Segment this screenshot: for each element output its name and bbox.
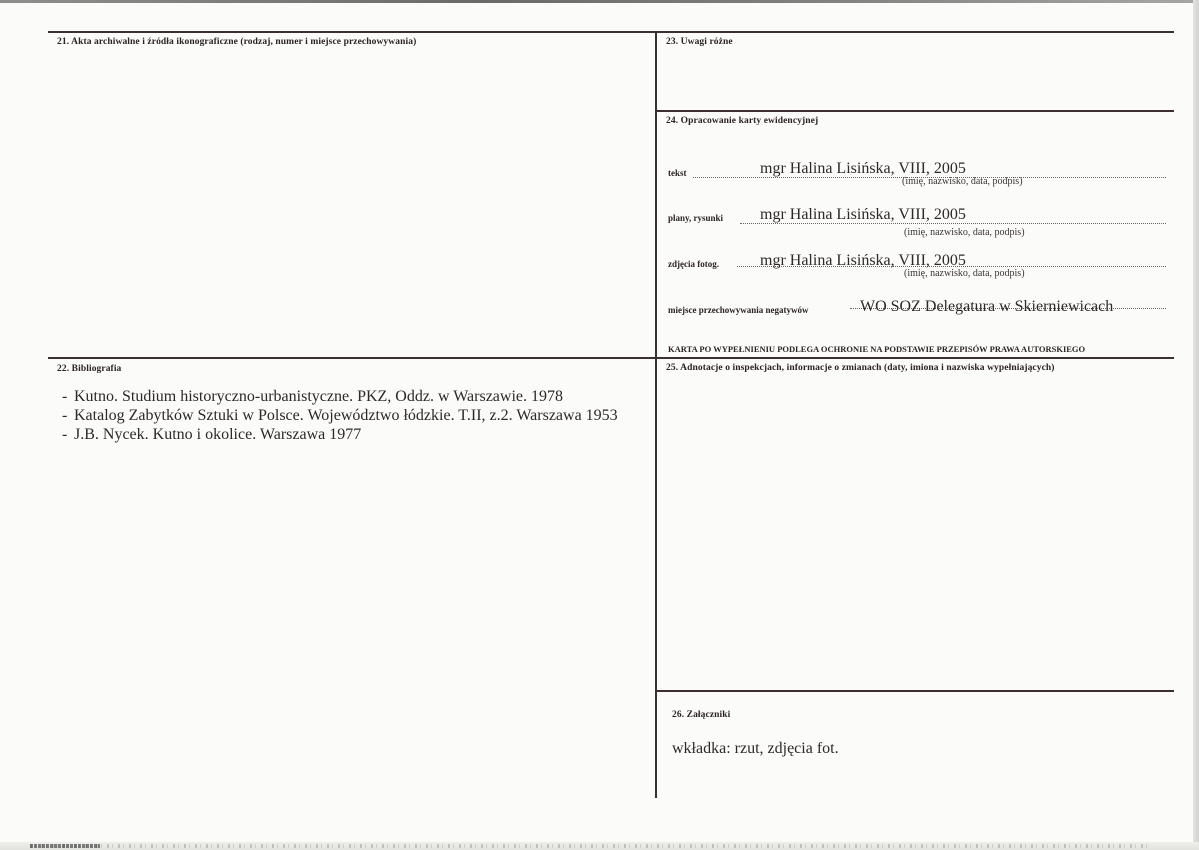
bibliography-item-text: Kutno. Studium historyczno-urbanistyczne. PKZ, Oddz. w Warszawie. 1978 (74, 388, 563, 405)
bibliography-item: - Kutno. Studium historyczno-urbanistyczne. PKZ, Oddz. w Warszawie. 1978 (62, 388, 563, 405)
middle-rule (48, 357, 1174, 359)
miejsce-value: WO SOZ Delegatura w Skierniewicach (860, 298, 1114, 315)
section-22-label: 22. Bibliografia (57, 364, 122, 374)
section-21-label: 21. Akta archiwalne i źródła ikonograficzne (rodzaj, numer i miejsce przechowywania) (57, 37, 417, 47)
bibliography-item-text: Katalog Zabytków Sztuki w Polsce. Województwo łódzkie. T.II, z.2. Warszawa 1953 (74, 407, 618, 424)
top-rule (48, 31, 1174, 33)
tekst-value: mgr Halina Lisińska, VIII, 2005 (760, 160, 966, 177)
bibliography-item: - J.B. Nycek. Kutno i okolice. Warszawa 1977 (62, 426, 362, 443)
rule-25-26 (657, 690, 1174, 692)
plany-value: mgr Halina Lisińska, VIII, 2005 (760, 206, 966, 223)
bibliography-item: - Katalog Zabytków Sztuki w Polsce. Województwo łódzkie. T.II, z.2. Warszawa 1953 (62, 407, 618, 424)
tekst-label: tekst (668, 168, 687, 178)
copyright-note: KARTA PO WYPEŁNIENIU PODLEGA OCHRONIE NA PODSTAWIE PRZEPISÓW PRAWA AUTORSKIEGO (668, 344, 1086, 354)
section-23-label: 23. Uwagi różne (666, 37, 733, 47)
plany-hint: (imię, nazwisko, data, podpis) (904, 227, 1025, 238)
section-25-label: 25. Adnotacje o inspekcjach, informacje o zmianach (daty, imiona i nazwiska wypełniających) (666, 363, 1055, 373)
center-divider (655, 31, 657, 798)
section-26-label: 26. Załączniki (672, 710, 731, 720)
miejsce-label: miejsce przechowywania negatywów (668, 305, 809, 315)
bibliography-item-text: J.B. Nycek. Kutno i okolice. Warszawa 1977 (74, 426, 362, 443)
zdjecia-hint: (imię, nazwisko, data, podpis) (904, 268, 1025, 279)
plany-label: plany, rysunki (668, 213, 724, 223)
scan-edge-right (1193, 0, 1199, 850)
bibliography-list (62, 387, 642, 444)
zdjecia-value: mgr Halina Lisińska, VIII, 2005 (760, 252, 966, 269)
zdjecia-label: zdjęcia fotog. (668, 259, 719, 269)
attachments-value: wkładka: rzut, zdjęcia fot. (672, 740, 839, 757)
scan-speckle-dark (30, 844, 100, 848)
tekst-hint: (imię, nazwisko, data, podpis) (902, 176, 1023, 187)
scan-speckle (30, 844, 1150, 848)
section-24-label: 24. Opracowanie karty ewidencyjnej (666, 116, 819, 126)
rule-23-24 (657, 110, 1174, 112)
scan-edge-top (0, 0, 1199, 3)
